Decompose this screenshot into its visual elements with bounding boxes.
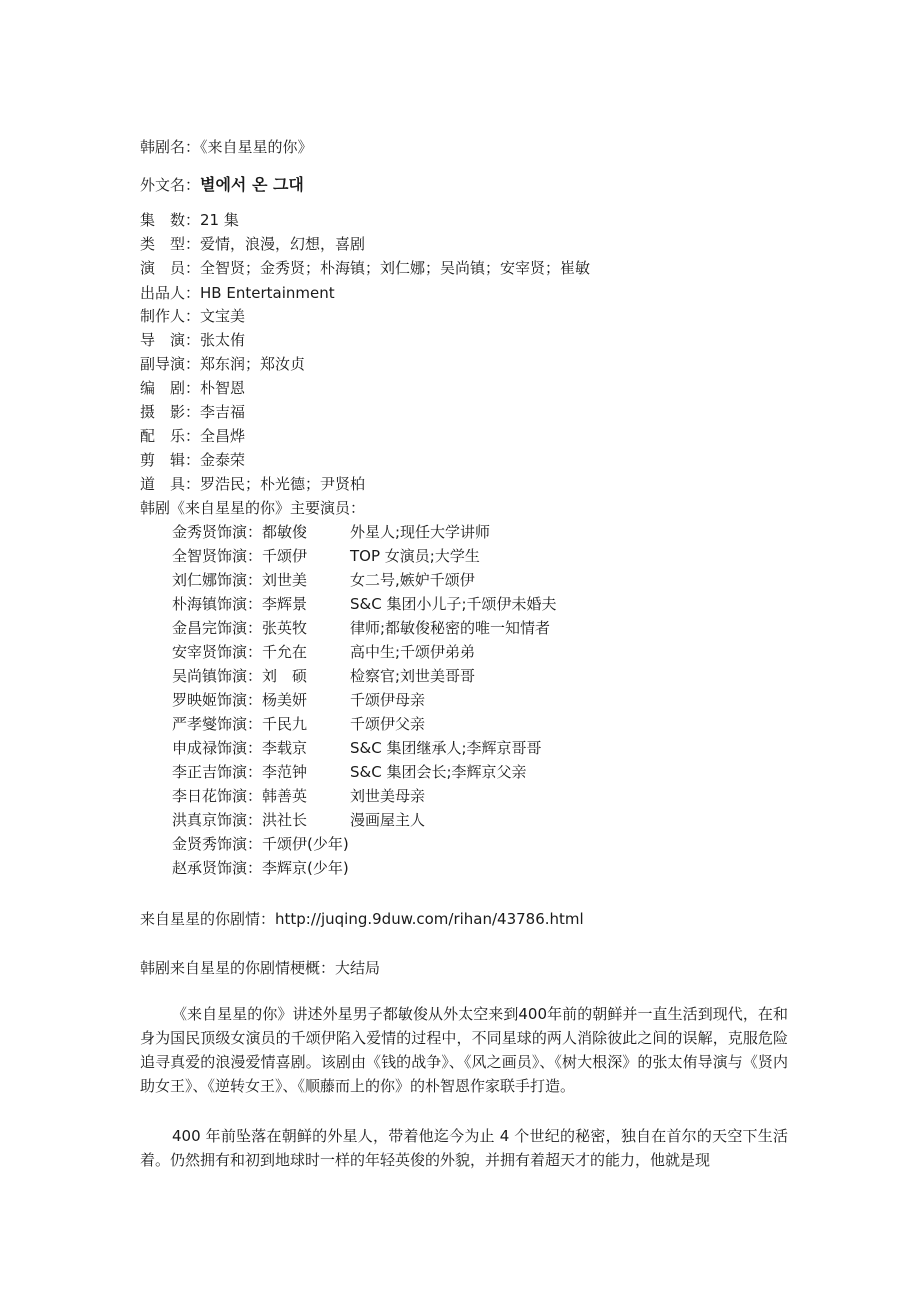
info-value: 21 集 xyxy=(200,211,239,229)
cast-row xyxy=(172,738,542,758)
info-editing xyxy=(140,450,245,470)
foreign-title-line xyxy=(140,175,304,195)
cast-row xyxy=(172,762,527,782)
cast-row xyxy=(172,618,550,638)
cast-role: TOP 女演员;大学生 xyxy=(350,547,480,565)
info-writer xyxy=(140,378,245,398)
cast-actor: 李正吉饰演：李范钟 xyxy=(172,763,308,781)
cast-actor: 洪真京饰演：洪社长 xyxy=(172,811,308,829)
cast-role: S&C 集团会长;李辉京父亲 xyxy=(350,763,527,781)
cast-row xyxy=(172,834,350,854)
info-director xyxy=(140,330,245,350)
cast-heading: 韩剧《来自星星的你》主要演员： xyxy=(140,499,366,517)
info-value: 郑东润；郑汝贞 xyxy=(200,355,306,373)
foreign-title-label: 外文名： xyxy=(140,176,201,194)
info-label: 摄 影： xyxy=(140,403,201,421)
info-genre xyxy=(140,234,365,254)
info-value: 张太侑 xyxy=(200,331,246,349)
cast-role: S&C 集团继承人;李辉京哥哥 xyxy=(350,739,542,757)
cast-actor: 赵承贤饰演：李辉京(少年) xyxy=(172,859,349,877)
plot-link-label: 来自星星的你剧情： xyxy=(140,910,276,928)
info-label: 类 型： xyxy=(140,235,201,253)
info-label: 道 具： xyxy=(140,475,201,493)
cast-row xyxy=(172,570,475,590)
synopsis-paragraph-1: 《来自星星的你》讲述外星男子都敏俊从外太空来到400年前的朝鲜并一直生活到现代，在和身为国民顶级女演员的千颂伊陷入爱情的过程中，不同星球的两人消除彼此之间的误解，克服危险追寻真爱的浪漫爱情喜剧。该剧由《钱的战争》、《风之画员》、《树大根深》的张太侑导演与《贤内助女王》、《逆转女王》、《顺藤而上的你》的朴智恩作家联手打造。 xyxy=(140,1005,788,1095)
cast-row xyxy=(172,642,475,662)
cast-actor: 罗映姬饰演：杨美妍 xyxy=(172,691,308,709)
info-value: 罗浩民；朴光德；尹贤柏 xyxy=(200,475,366,493)
info-producer-company xyxy=(140,283,335,303)
info-value: 爱情，浪漫，幻想，喜剧 xyxy=(200,235,366,253)
synopsis-heading: 韩剧来自星星的你剧情梗概：大结局 xyxy=(140,959,381,977)
cast-role: 高中生;千颂伊弟弟 xyxy=(350,643,476,661)
cast-actor: 金贤秀饰演：千颂伊(少年) xyxy=(172,835,349,853)
cast-role: 漫画屋主人 xyxy=(350,811,426,829)
cast-actor: 安宰贤饰演：千允在 xyxy=(172,643,308,661)
cast-role: S&C 集团小儿子;千颂伊未婚夫 xyxy=(350,595,557,613)
cast-row xyxy=(172,714,425,734)
cast-role: 律师;都敏俊秘密的唯一知情者 xyxy=(350,619,551,637)
info-producer xyxy=(140,306,245,326)
info-value: 朴智恩 xyxy=(200,379,246,397)
plot-link-line xyxy=(140,909,584,929)
cast-actor: 朴海镇饰演：李辉景 xyxy=(172,595,308,613)
info-value: 全智贤；金秀贤；朴海镇；刘仁娜；吴尚镇；安宰贤；崔敏 xyxy=(200,259,591,277)
cast-actor: 金秀贤饰演：都敏俊 xyxy=(172,523,308,541)
info-value: 金泰荣 xyxy=(200,451,246,469)
cast-role: 刘世美母亲 xyxy=(350,787,426,805)
info-music xyxy=(140,426,245,446)
info-label: 集 数： xyxy=(140,211,201,229)
info-label: 出品人： xyxy=(140,284,201,302)
cast-actor: 李日花饰演：韩善英 xyxy=(172,787,308,805)
cast-row xyxy=(172,522,490,542)
cast-row xyxy=(172,546,480,566)
info-cinematography xyxy=(140,402,245,422)
synopsis-paragraph-2: 400 年前坠落在朝鲜的外星人，带着他迄今为止 4 个世纪的秘密，独自在首尔的天空下生活着。仍然拥有和初到地球时一样的年轻英俊的外貌，并拥有着超天才的能力，他就是现 xyxy=(140,1127,788,1169)
info-label: 制作人： xyxy=(140,307,201,325)
info-value: HB Entertainment xyxy=(200,284,335,302)
info-label: 剪 辑： xyxy=(140,451,201,469)
info-value: 文宝美 xyxy=(200,307,246,325)
foreign-title-value: 별에서 온 그대 xyxy=(200,175,304,194)
info-assistant-director xyxy=(140,354,305,374)
info-label: 演 员： xyxy=(140,259,201,277)
cast-row xyxy=(172,786,425,806)
cast-actor: 金昌完饰演：张英牧 xyxy=(172,619,308,637)
cast-actor: 全智贤饰演：千颂伊 xyxy=(172,547,308,565)
cast-actor: 申成禄饰演：李载京 xyxy=(172,739,308,757)
cast-actor: 刘仁娜饰演：刘世美 xyxy=(172,571,308,589)
cast-row xyxy=(172,666,475,686)
cast-actor: 严孝燮饰演：千民九 xyxy=(172,715,308,733)
info-label: 配 乐： xyxy=(140,427,201,445)
drama-title: 韩剧名：《来自星星的你》 xyxy=(140,138,313,156)
cast-row xyxy=(172,690,425,710)
cast-role: 检察官;刘世美哥哥 xyxy=(350,667,476,685)
info-value: 全昌烨 xyxy=(200,427,246,445)
info-episodes xyxy=(140,210,239,230)
cast-role: 女二号,嫉妒千颂伊 xyxy=(350,571,475,589)
cast-row xyxy=(172,810,425,830)
info-value: 李吉福 xyxy=(200,403,246,421)
cast-role: 千颂伊父亲 xyxy=(350,715,426,733)
cast-row xyxy=(172,858,350,878)
plot-link-url[interactable]: http://juqing.9duw.com/rihan/43786.html xyxy=(275,910,584,928)
info-props xyxy=(140,474,365,494)
info-label: 导 演： xyxy=(140,331,201,349)
cast-role: 外星人;现任大学讲师 xyxy=(350,523,491,541)
info-label: 编 剧： xyxy=(140,379,201,397)
cast-role: 千颂伊母亲 xyxy=(350,691,426,709)
info-cast xyxy=(140,258,590,278)
cast-row xyxy=(172,594,557,614)
cast-actor: 吴尚镇饰演：刘 硕 xyxy=(172,667,308,685)
info-label: 副导演： xyxy=(140,355,201,373)
